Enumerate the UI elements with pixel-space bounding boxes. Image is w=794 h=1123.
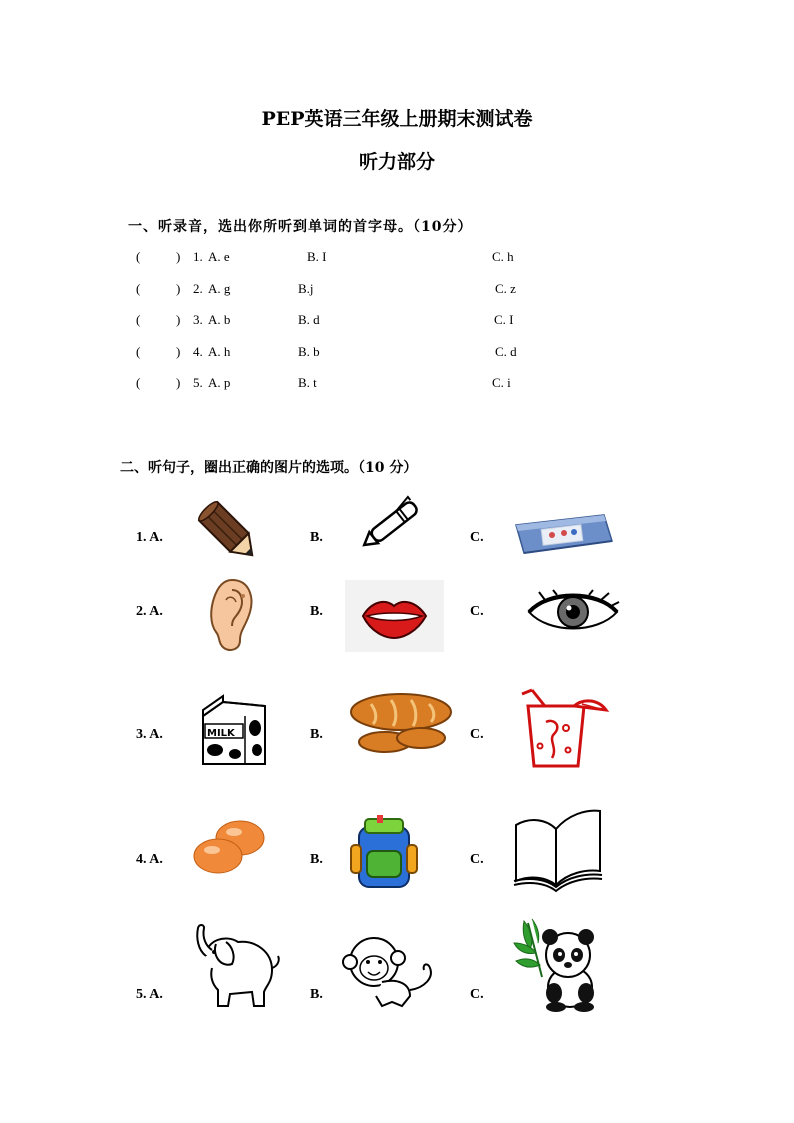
bag-icon — [347, 815, 421, 891]
section2-heading: 二、听句子，圈出正确的图片的选项。（10 分） — [120, 460, 418, 476]
row5-label-a: 5. A. — [136, 987, 163, 1002]
question-number: 2. — [193, 281, 203, 296]
book-icon — [510, 807, 604, 891]
option-b: B. d — [298, 312, 320, 327]
row3-label-c: C. — [470, 727, 484, 742]
answer-paren-open: ( — [136, 312, 141, 327]
option-c: C. z — [495, 281, 516, 296]
row1-label-a: 1. A. — [136, 530, 163, 545]
option-a: A. p — [208, 375, 231, 390]
answer-paren-close: ) — [176, 344, 181, 359]
row2-label-b: B. — [310, 604, 323, 619]
row3-label-b: B. — [310, 727, 323, 742]
option-c: C. h — [492, 249, 514, 264]
option-c: C. i — [492, 375, 511, 390]
row5-label-b: B. — [310, 987, 323, 1002]
pencil-box-icon — [512, 511, 614, 557]
option-a: A. e — [208, 249, 230, 264]
eye-icon — [525, 590, 621, 638]
row2-label-c: C. — [470, 604, 484, 619]
option-c: C. d — [495, 344, 517, 359]
pencil-icon — [198, 500, 264, 568]
panda-icon — [512, 917, 612, 1011]
answer-paren-close: ) — [176, 312, 181, 327]
ear-icon — [206, 576, 256, 654]
option-c: C. I — [494, 312, 514, 327]
question-number: 5. — [193, 375, 203, 390]
milk-icon — [195, 694, 273, 768]
question-number: 3. — [193, 312, 203, 327]
row5-label-c: C. — [470, 987, 484, 1002]
answer-paren-close: ) — [176, 375, 181, 390]
answer-paren-close: ) — [176, 249, 181, 264]
answer-paren-open: ( — [136, 344, 141, 359]
page-subtitle: 听力部分 — [358, 151, 435, 173]
row1-label-c: C. — [470, 530, 484, 545]
option-b: B.j — [298, 281, 314, 296]
row4-label-b: B. — [310, 852, 323, 867]
answer-paren-open: ( — [136, 249, 141, 264]
monkey-icon — [342, 932, 440, 1010]
milk-carton-label: MILK — [207, 728, 235, 739]
row1-label-b: B. — [310, 530, 323, 545]
option-a: A. b — [208, 312, 231, 327]
page-title: PEP英语三年级上册期末测试卷 — [261, 108, 533, 130]
question-number: 1. — [193, 249, 203, 264]
answer-paren-open: ( — [136, 375, 141, 390]
egg-icon — [190, 816, 268, 878]
mouth-icon — [345, 580, 444, 652]
row3-label-a: 3. A. — [136, 727, 163, 742]
answer-paren-open: ( — [136, 281, 141, 296]
row4-label-a: 4. A. — [136, 852, 163, 867]
answer-paren-close: ) — [176, 281, 181, 296]
elephant-icon — [186, 920, 282, 1012]
question-number: 4. — [193, 344, 203, 359]
option-a: A. h — [208, 344, 231, 359]
section1-heading: 一、听录音，选出你所听到单词的首字母。（10分） — [128, 219, 473, 235]
pen-icon — [355, 493, 433, 553]
option-b: B. t — [298, 375, 317, 390]
row4-label-c: C. — [470, 852, 484, 867]
bread-icon — [347, 690, 453, 754]
option-b: B. I — [307, 249, 327, 264]
row2-label-a: 2. A. — [136, 604, 163, 619]
juice-icon — [518, 688, 608, 770]
option-b: B. b — [298, 344, 320, 359]
option-a: A. g — [208, 281, 231, 296]
